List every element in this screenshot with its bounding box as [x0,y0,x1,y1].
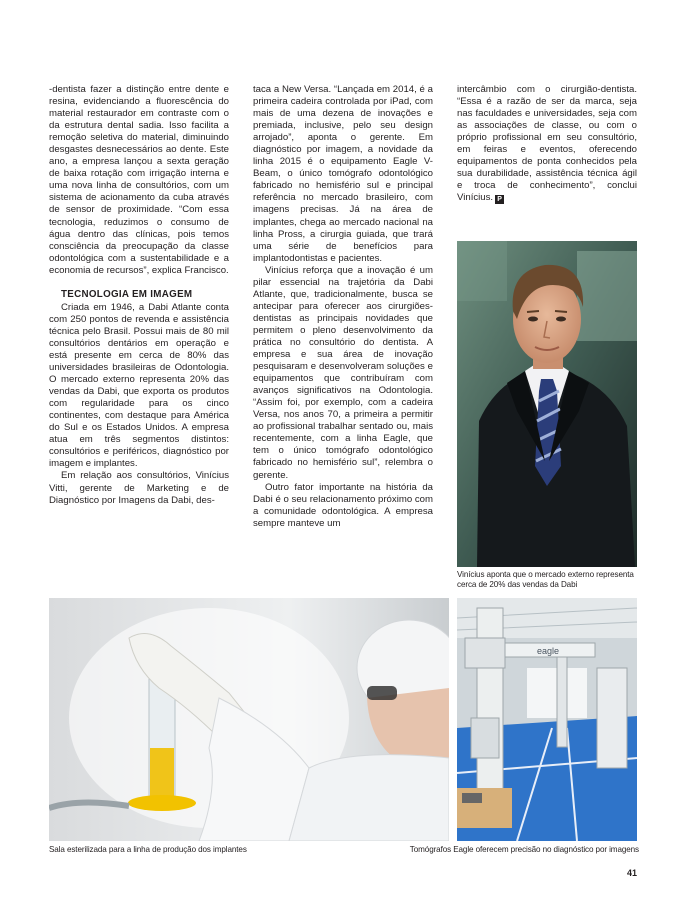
paragraph [457,84,637,204]
paragraph: taca a New Versa. “Lançada em 2014, é a primeira cadeira controlada por iPad, com mais de uma dezena de inovações e premiada, inclusive, pelo seu design arrojado”, aponta o gerente. Em diagnóstico por imagem, a novidade da linha 2015 é o equipamento Eagle V-Beam, o único tomógrafo odontológico fabricado no hemisfério sul e principal referência no mercado brasileiro, com imagens precisas. Já na área de implantes, chega ao mercado nacional na linha Pross, a cirurgia guiada, que trará uma série de benefícios para implantodontistas e pacientes. [253,84,433,264]
text-column-1 [49,84,229,507]
lab-worker-illustration [49,598,449,841]
lab-photo [49,598,449,841]
end-mark-icon: P [495,195,504,204]
eagle-label: eagle [537,646,560,656]
lab-caption: Sala esterilizada para a linha de produção dos implantes [49,845,247,854]
man-in-suit-illustration [457,241,637,567]
page-number: 41 [626,868,637,878]
paragraph: -dentista fazer a distinção entre dente e resina, evidenciando a fluorescência do material restaurador em contraste com o da estrutura dental sadia. Isso facilita a remoção seletiva do material, diminuindo desgastes desnecessários ao dente. Este ano, a empresa lançou a sexta geração de baixa rotação com irrigação interna e uma nova linha de consultórios, com um sistema de acionamento da cuba através de sensor de proximidade. “Com essa tecnologia, reduzimos o consumo de água dentro das clínicas, pois temos consciência da preocupação da classe odontológica com a sustentabilidade e a economia de recursos”, explica Francisco. [49,84,229,276]
text-column-3 [457,84,637,204]
text-column-2 [253,84,433,530]
factory-floor-illustration [457,598,637,841]
tomograph-caption: Tomógrafos Eagle oferecem precisão no diagnóstico por imagens [409,845,639,854]
subheading: TECNOLOGIA EM IMAGEM [61,288,193,300]
portrait-caption: Vinícius aponta que o mercado externo representa cerca de 20% das vendas da Dabi [457,570,634,589]
paragraph: Vinícius reforça que a inovação é um pilar essencial na trajetória da Dabi Atlante, que, tradicionalmente, busca se antecipar para oferecer aos cirurgiões-dentistas as principais novidades que permitem o pleno desenvolvimento da prática no consultório do dentista. A empresa e sua área de inovação pesquisaram e desenvolveram soluções e equipamentos que contribuíram com avanços significativos na Odontologia. “Assim foi, por exemplo, com a cadeira Versa, nos anos 70, a primeira a permitir ao profissional trabalhar sentado ou, mais recentemente, com a linha Eagle, que tem o único tomógrafo odontológico fabricado no hemisfério sul”, relembra o gerente. [253,264,433,481]
paragraph: Em relação aos consultórios, Vinícius Vitti, gerente de Marketing e de Diagnóstico por Imagens da Dabi, des- [49,470,229,506]
paragraph: Criada em 1946, a Dabi Atlante conta com 250 pontos de revenda e assistência técnica pelo Brasil. Possui mais de 80 mil consultórios dentários em operação e está presente em cerca de 80% das universidades brasileiras de Odontologia. O mercado externo representa 20% das vendas da Dabi, que exporta os produtos com regularidade para os cinco continentes, com destaque para América do Sul e os Estados Unidos. A empresa atua em três segmentos distintos: consultórios e periféricos, diagnóstico por imagem e implantes. [49,301,229,470]
portrait-photo [457,241,637,567]
tomograph-photo [457,598,637,841]
paragraph-text: intercâmbio com o cirurgião-dentista. “Essa é a razão de ser da marca, seja nas faculdades e universidades, seja com as associações de classe, ou com o próprio profissional em seu consultório, em feiras e eventos, oferecendo equipamentos de ponta conhecidos pela sua durabilidade, assistência técnica ágil e troca de conhecimento”, conclui Vinícius. [457,84,637,204]
paragraph: Outro fator importante na história da Dabi é o seu relacionamento próximo com a comunidade odontológica. A empresa sempre manteve um [253,481,433,529]
